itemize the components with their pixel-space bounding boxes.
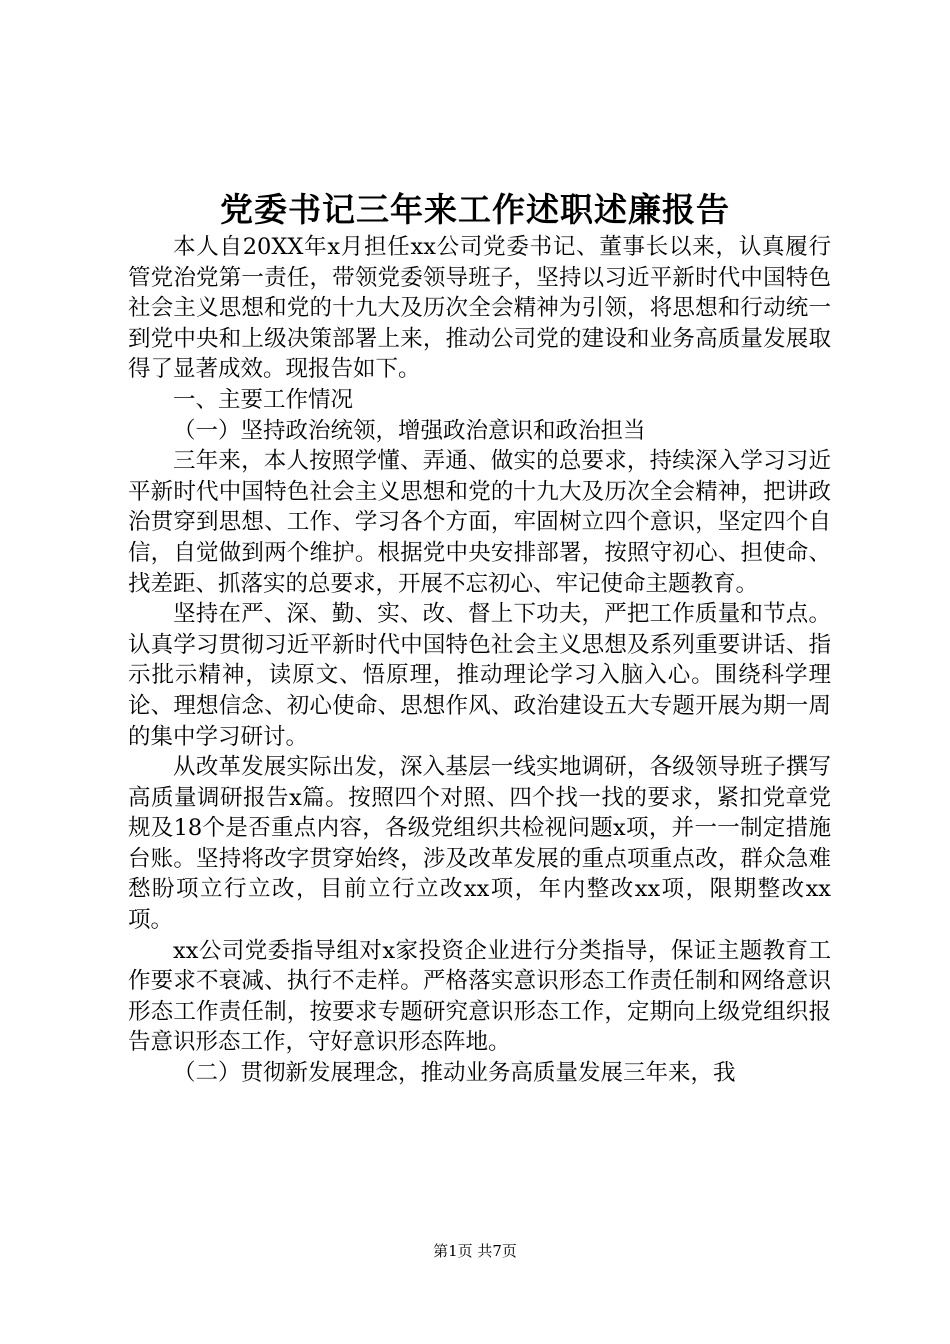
subsection-heading: （一）坚持政治统领，增强政治意识和政治担当 [173,417,646,444]
paragraph: 坚持在严、深、勤、实、改、督上下功夫，严把工作质量和节点。认真学习贯彻习近平新时代中国特色社会主义思想及系列重要讲话、指示批示精神，读原文、悟原理，推动理论学习入脑入心。围绕科学理论、理想信念、初心使命、思想作风、政治建设五大专题开展为期一周的集中学习研讨。 [128,601,831,750]
paragraph-intro: 本人自20XX年x月担任xx公司党委书记、董事长以来，认真履行管党治党第一责任，带领党委领导班子，坚持以习近平新时代中国特色社会主义思想和党的十九大及历次全会精神为引领，将思想和行动统一到党中央和上级决策部署上来，推动公司党的建设和业务高质量发展取得了显著成效。现报告如下。 [128,234,831,383]
subsection-heading: （二）贯彻新发展理念，推动业务高质量发展三年来，我 [173,1060,736,1087]
paragraph: xx公司党委指导组对x家投资企业进行分类指导，保证主题教育工作要求不衰减、执行不走样。严格落实意识形态工作责任制和网络意识形态工作责任制，按要求专题研究意识形态工作，定期向上级党组织报告意识形态工作，守好意识形态阵地。 [128,937,831,1056]
paragraph: 三年来，本人按照学懂、弄通、做实的总要求，持续深入学习习近平新时代中国特色社会主义思想和党的十九大及历次全会精神，把讲政治贯穿到思想、工作、学习各个方面，牢固树立四个意识，坚定四个自信，自觉做到两个维护。根据党中央安排部署，按照守初心、担使命、找差距、抓落实的总要求，开展不忘初心、牢记使命主题教育。 [128,448,831,597]
paragraph: 从改革发展实际出发，深入基层一线实地调研，各级领导班子撰写高质量调研报告x篇。按照四个对照、四个找一找的要求，紧扣党章党规及18个是否重点内容，各级党组织共检视问题x项，并一一制定措施台账。坚持将改字贯穿始终，涉及改革发展的重点项重点改，群众急难愁盼项立行立改，目前立行立改xx项，年内整改xx项，限期整改xx项。 [128,754,831,934]
page-footer: 第1页 共7页 [433,1242,517,1260]
section-heading: 一、主要工作情况 [173,386,354,413]
document-title: 党委书记三年来工作述职述廉报告 [220,190,730,229]
document-body [128,232,831,1089]
